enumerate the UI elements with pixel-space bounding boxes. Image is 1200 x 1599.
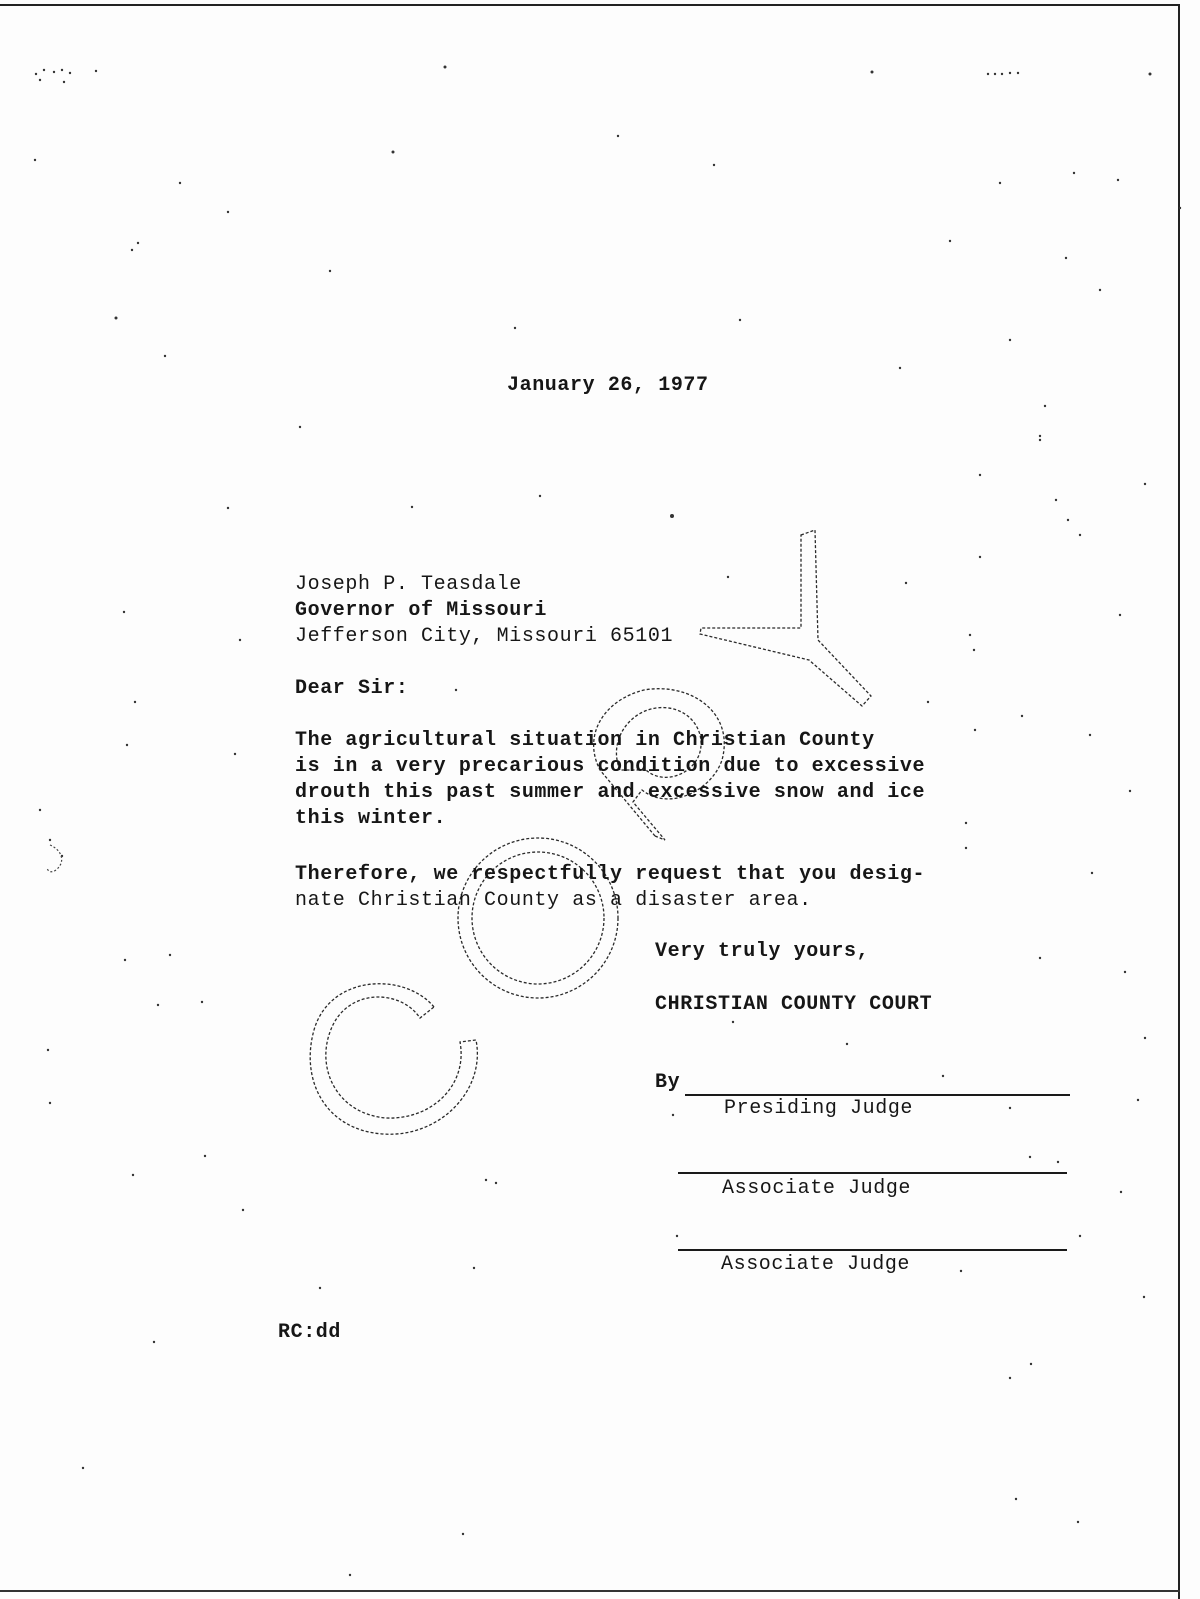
- signature-line-associate-2: [678, 1249, 1067, 1251]
- recipient-name: Joseph P. Teasdale: [295, 573, 522, 596]
- body-line: this winter.: [295, 807, 447, 830]
- recipient-title: Governor of Missouri: [295, 599, 548, 622]
- by-label: By: [655, 1071, 681, 1094]
- salutation: Dear Sir:: [295, 677, 409, 700]
- signature-caption-presiding: Presiding Judge: [724, 1097, 914, 1120]
- closing: Very truly yours,: [655, 940, 870, 963]
- body-line: Therefore, we respectfully request that you desig-: [295, 863, 926, 886]
- signature-caption-associate-1: Associate Judge: [722, 1177, 912, 1200]
- reference-initials: RC:dd: [278, 1321, 342, 1344]
- page-top-border: [0, 4, 1180, 6]
- body-line: is in a very precarious condition due to excessive: [295, 755, 926, 778]
- page-bottom-border: [0, 1590, 1180, 1592]
- letter-date: January 26, 1977: [507, 374, 709, 397]
- page-right-border: [1178, 4, 1180, 1599]
- body-line: nate Christian County as a disaster area.: [295, 889, 812, 912]
- recipient-address: Jefferson City, Missouri 65101: [295, 625, 674, 648]
- organization-name: CHRISTIAN COUNTY COURT: [655, 993, 933, 1016]
- body-line: The agricultural situation in Christian County: [295, 729, 875, 752]
- signature-line-associate-1: [678, 1172, 1067, 1174]
- signature-caption-associate-2: Associate Judge: [721, 1253, 911, 1276]
- body-line: drouth this past summer and excessive snow and ice: [295, 781, 926, 804]
